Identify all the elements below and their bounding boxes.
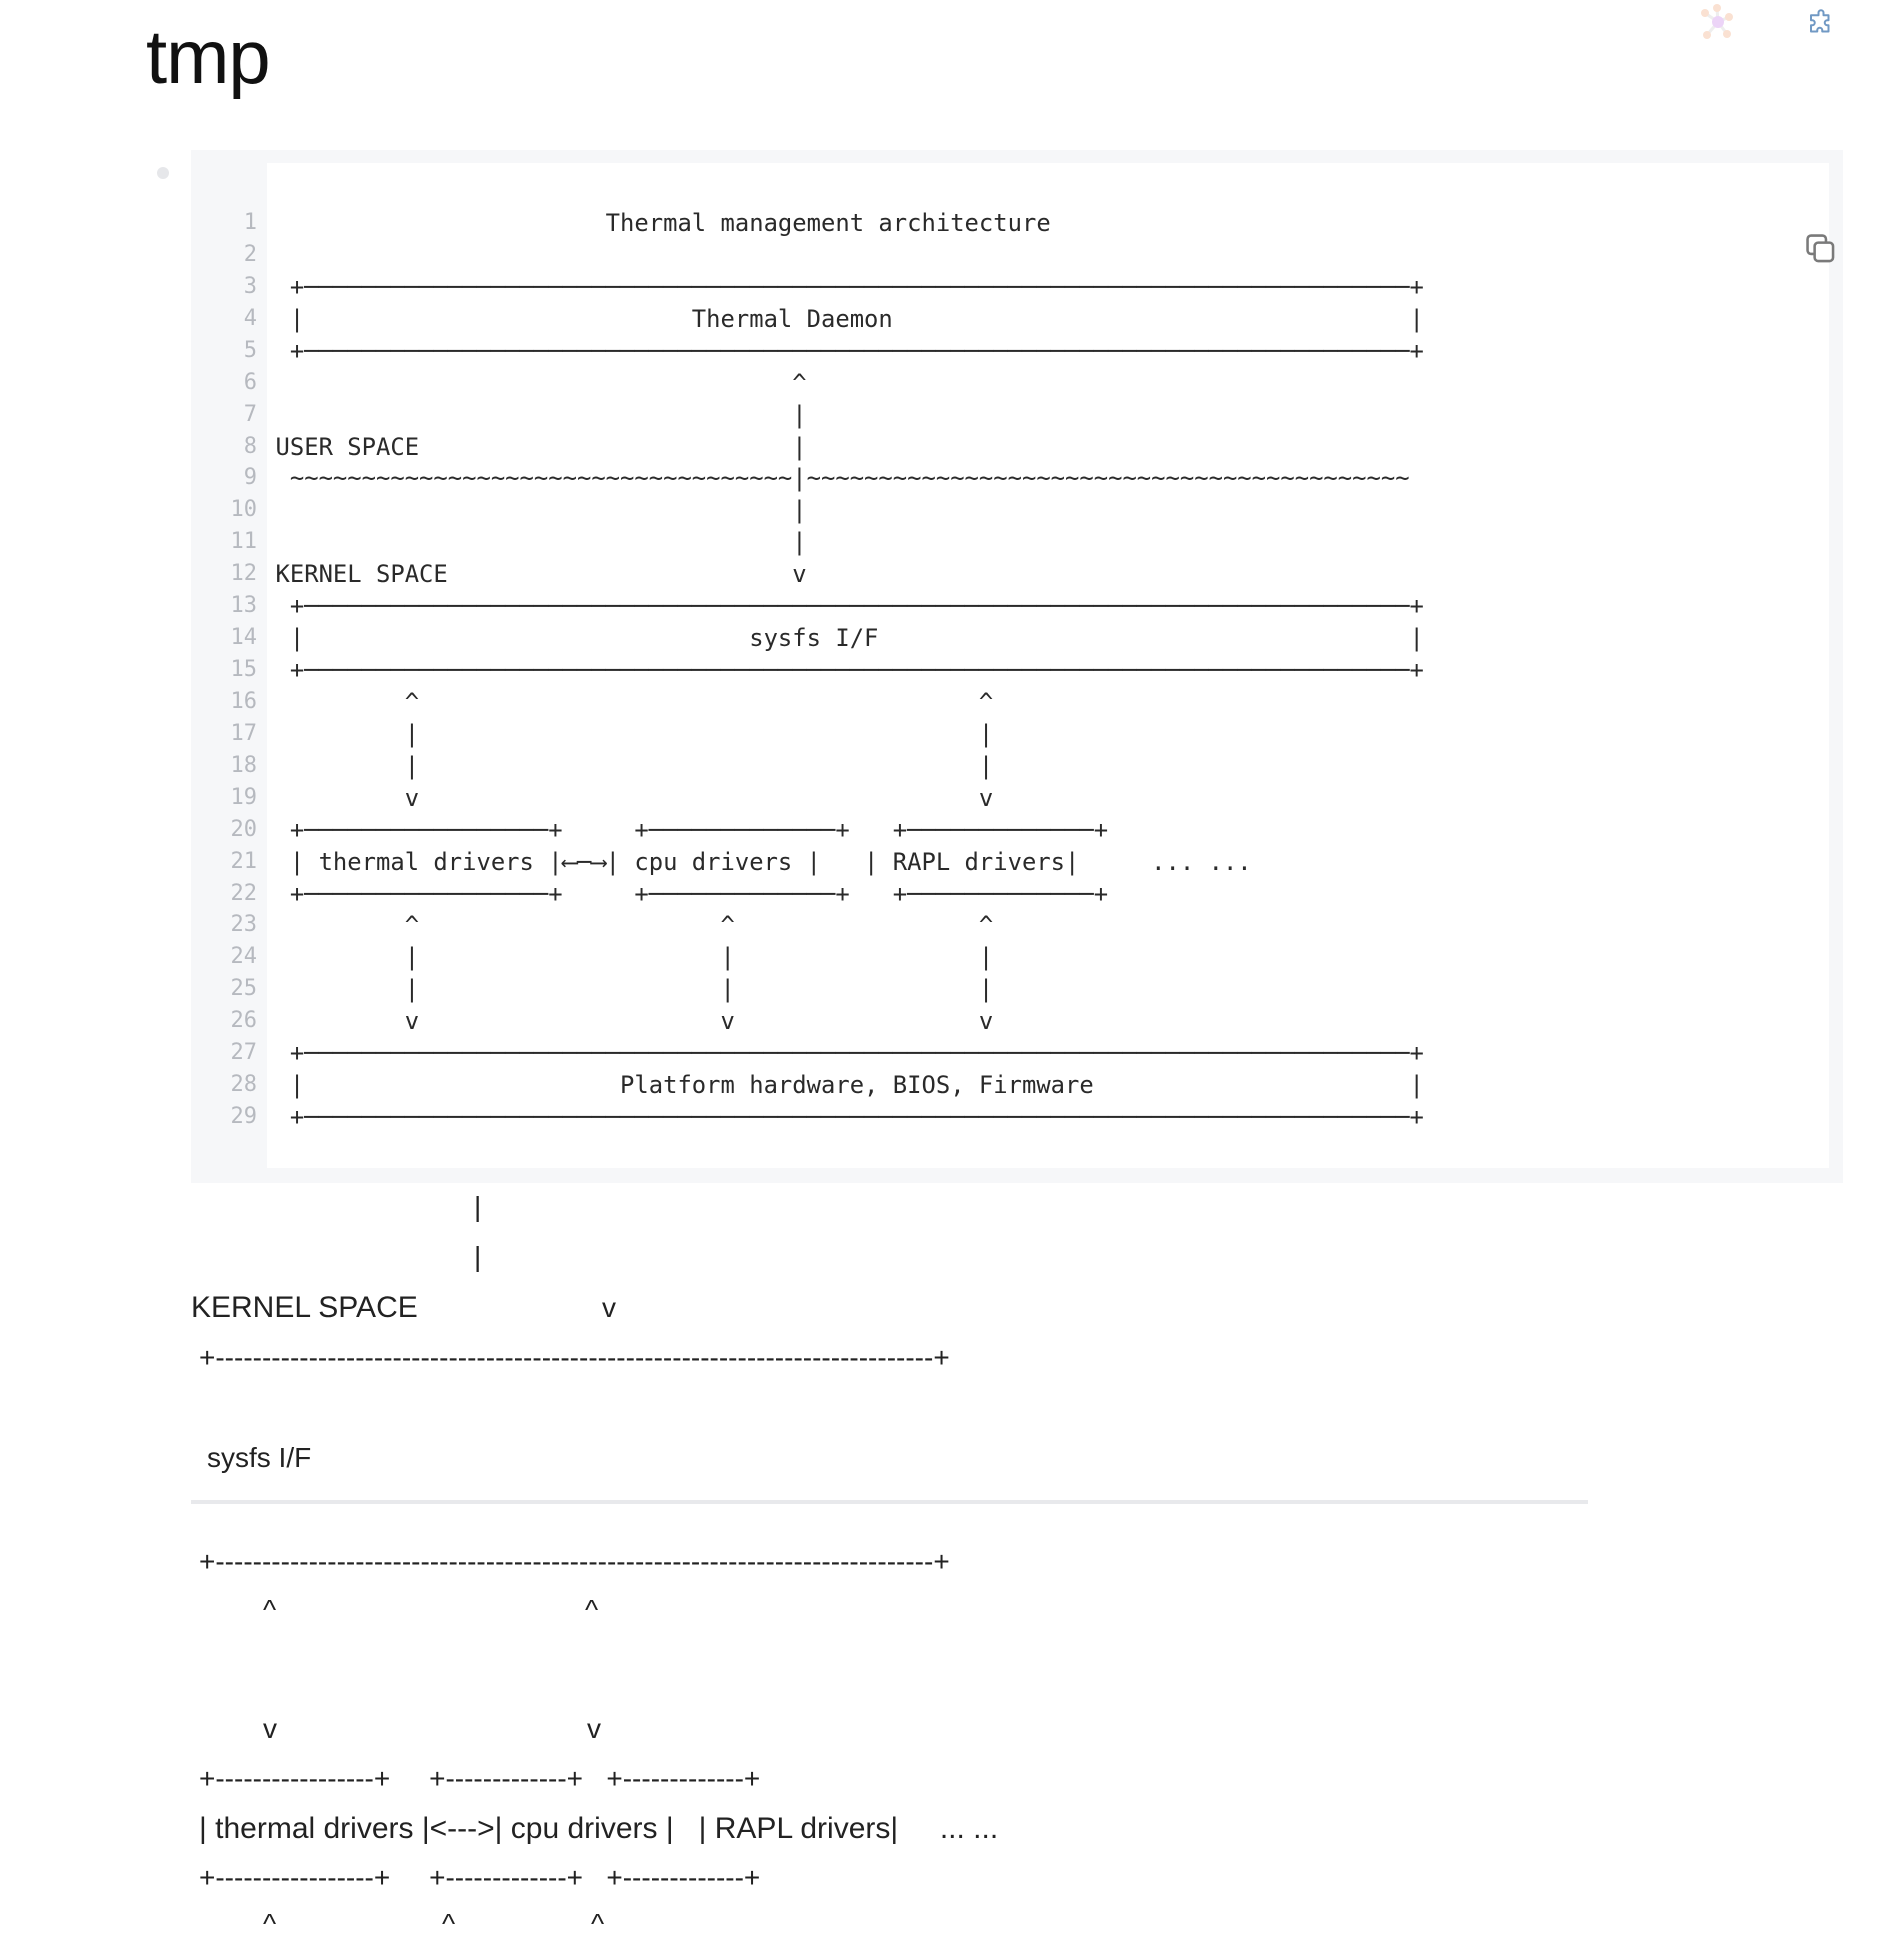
code-line: +─────────────────────────────────────────────────────────────────────────────+ — [275, 336, 1424, 365]
line-number: 15 — [230, 657, 257, 683]
code-line: | | | — [275, 975, 994, 1004]
graph-view-icon[interactable] — [1698, 2, 1738, 42]
line-number: 7 — [243, 401, 257, 427]
line-number: 8 — [243, 433, 257, 459]
code-line: ~~~~~~~~~~~~~~~~~~~~~~~~~~~~~~~~~~~|~~~~~~~~~~~~~~~~~~~~~~~~~~~~~~~~~~~~~~~~~~ — [275, 464, 1410, 493]
code-line: | | | — [275, 943, 994, 972]
code-line: ^ ^ — [275, 687, 994, 716]
line-number: 25 — [230, 976, 257, 1002]
rendered-box-bottom: +-----------------+ +-------------+ +-------------+ — [199, 1862, 761, 1893]
code-line: v v — [275, 783, 994, 812]
code-line: ^ — [275, 368, 807, 397]
page-title: tmp — [146, 15, 270, 100]
rendered-up-arrow: ^ — [591, 1908, 605, 1939]
line-number: 23 — [230, 912, 257, 938]
line-number: 27 — [230, 1040, 257, 1066]
rendered-down-arrow: v — [587, 1713, 601, 1744]
line-number: 2 — [243, 241, 257, 267]
line-number: 16 — [230, 688, 257, 714]
rendered-border-line: +-----------------------------------------------------------------------------+ — [199, 1342, 950, 1373]
line-number: 19 — [230, 784, 257, 810]
rendered-down-arrow: v — [602, 1292, 616, 1323]
code-line: ^ ^ ^ — [275, 911, 994, 940]
code-line: | Thermal Daemon | — [275, 304, 1424, 333]
code-line: +─────────────────────────────────────────────────────────────────────────────+ — [275, 1103, 1424, 1132]
code-line: | — [275, 528, 807, 557]
rendered-up-arrow: ^ — [263, 1908, 277, 1939]
rendered-border-line: +-----------------------------------------------------------------------------+ — [199, 1546, 950, 1577]
code-line: | Platform hardware, BIOS, Firmware | — [275, 1071, 1424, 1100]
rendered-kernel-space: KERNEL SPACE — [191, 1291, 418, 1324]
line-number: 5 — [243, 337, 257, 363]
code-line: | sysfs I/F | — [275, 624, 1424, 653]
line-number: 22 — [230, 880, 257, 906]
rendered-sysfs-heading: sysfs I/F — [207, 1442, 312, 1473]
horizontal-rule — [191, 1500, 1588, 1504]
plugin-puzzle-icon[interactable] — [1806, 9, 1836, 39]
code-line: KERNEL SPACE v — [275, 560, 807, 589]
rendered-drivers-row: | thermal drivers |<--->| cpu drivers | | RAPL drivers| ... ... — [199, 1812, 999, 1845]
code-line: +─────────────────────────────────────────────────────────────────────────────+ — [275, 1039, 1424, 1068]
line-number: 14 — [230, 625, 257, 651]
line-number: 13 — [230, 593, 257, 619]
rendered-pipe: | — [474, 1241, 482, 1272]
line-number: 11 — [230, 529, 257, 555]
code-line: | — [275, 496, 807, 525]
code-line: v v v — [275, 1007, 994, 1036]
line-number: 18 — [230, 752, 257, 778]
line-number: 12 — [230, 561, 257, 587]
block-handle-dot[interactable] — [157, 167, 169, 179]
code-line: +─────────────────────────────────────────────────────────────────────────────+ — [275, 656, 1424, 685]
line-number: 21 — [230, 848, 257, 874]
line-number: 9 — [243, 465, 257, 491]
line-number: 10 — [230, 497, 257, 523]
rendered-up-arrow: ^ — [263, 1594, 277, 1625]
line-number: 6 — [243, 369, 257, 395]
line-number: 4 — [243, 305, 257, 331]
rendered-up-arrow: ^ — [442, 1908, 456, 1939]
code-line: | thermal drivers |⟵─⟶| cpu drivers | | RAPL drivers| ... ... — [275, 847, 1252, 876]
line-number: 20 — [230, 816, 257, 842]
code-line: Thermal management architecture — [275, 209, 1051, 237]
rendered-up-arrow: ^ — [585, 1594, 599, 1625]
line-number: 24 — [230, 944, 257, 970]
code-line: +─────────────────────────────────────────────────────────────────────────────+ — [275, 592, 1424, 621]
line-number: 17 — [230, 720, 257, 746]
code-line: +─────────────────+ +─────────────+ +─────────────+ — [275, 815, 1109, 844]
rendered-down-arrow: v — [263, 1713, 277, 1744]
code-line: | | — [275, 751, 994, 780]
rendered-box-top: +-----------------+ +-------------+ +-------------+ — [199, 1763, 761, 1794]
code-line: +─────────────────+ +─────────────+ +─────────────+ — [275, 879, 1109, 908]
line-number: 28 — [230, 1072, 257, 1098]
line-number: 26 — [230, 1008, 257, 1034]
code-line: | — [275, 400, 807, 429]
copy-icon[interactable] — [1804, 232, 1838, 266]
line-number: 29 — [230, 1104, 257, 1130]
code-line: | | — [275, 719, 994, 748]
code-line: +─────────────────────────────────────────────────────────────────────────────+ — [275, 272, 1424, 301]
rendered-pipe: | — [474, 1191, 482, 1222]
code-line: USER SPACE | — [275, 432, 807, 461]
line-number: 1 — [243, 210, 257, 235]
line-number: 3 — [243, 273, 257, 299]
